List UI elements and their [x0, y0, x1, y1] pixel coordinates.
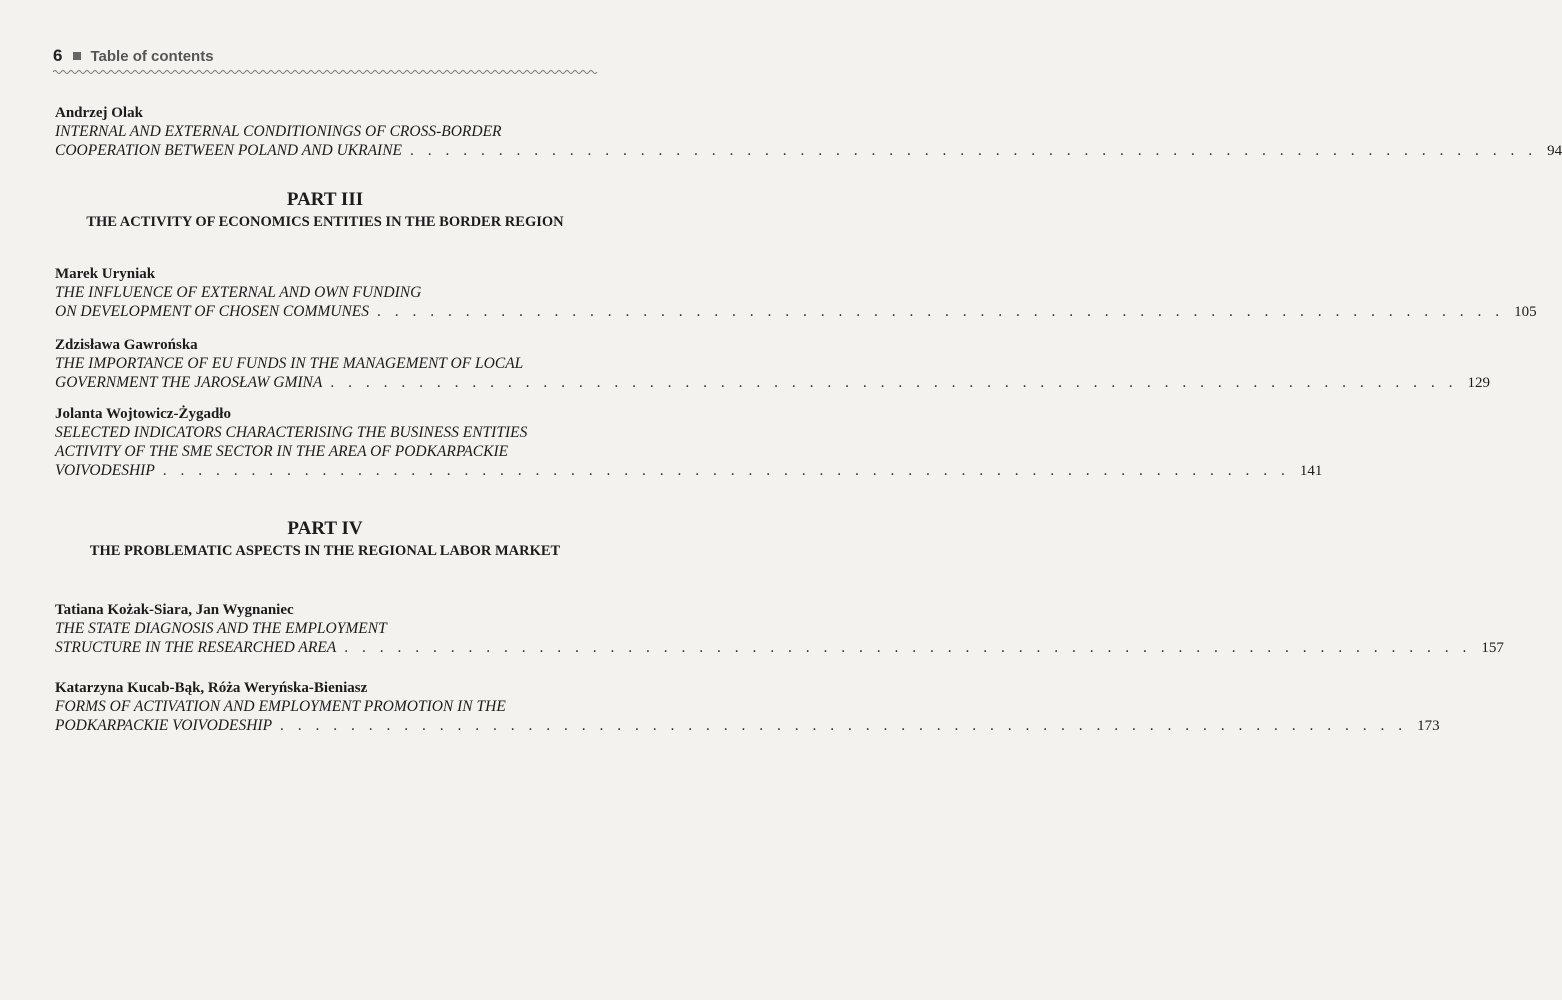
dot-leader: . . . . . . . . . . . . . . . . . . . . . . . . . . . . . . . . . . . . . . . . . . . . . . . . . . . . . . . . . . . . . . . . — [280, 717, 1408, 734]
entry-page-number: 94 — [1547, 143, 1562, 159]
toc-entry[interactable] — [55, 336, 1490, 393]
entry-author: Andrzej Olak — [55, 105, 143, 121]
entry-title-line: PODKARPACKIE VOIVODESHIP — [55, 717, 273, 734]
entry-page-number: 105 — [1514, 304, 1537, 320]
toc-entry[interactable] — [55, 265, 1537, 322]
entry-author: Jolanta Wojtowicz-Żygadło — [55, 406, 231, 422]
part-heading — [40, 189, 610, 231]
wavy-divider — [53, 68, 598, 76]
entry-title-line: COOPERATION BETWEEN POLAND AND UKRAINE — [55, 142, 403, 159]
entry-title-line: ACTIVITY OF THE SME SECTOR IN THE AREA OF PODKARPACKIE — [55, 443, 509, 460]
part-heading — [40, 518, 610, 560]
dot-leader: . . . . . . . . . . . . . . . . . . . . . . . . . . . . . . . . . . . . . . . . . . . . . . . . . . . . . . . . . . . . . . . . — [377, 303, 1505, 320]
dot-leader: . . . . . . . . . . . . . . . . . . . . . . . . . . . . . . . . . . . . . . . . . . . . . . . . . . . . . . . . . . . . . . . . — [330, 374, 1458, 391]
page-number: 6 — [53, 46, 63, 65]
part-title: PART III — [286, 189, 364, 210]
running-header-title: Table of contents — [90, 47, 214, 65]
dot-leader: . . . . . . . . . . . . . . . . . . . . . . . . . . . . . . . . . . . . . . . . . . . . . . . . . . . . . . . . . . . . . . . . — [410, 142, 1538, 159]
entry-title-last-line — [55, 302, 1537, 322]
entry-author: Marek Uryniak — [55, 266, 156, 282]
entry-title-last-line — [55, 638, 1504, 658]
entry-page-number: 173 — [1417, 718, 1440, 734]
entry-title-line: STRUCTURE IN THE RESEARCHED AREA — [55, 639, 337, 656]
part-subtitle: THE ACTIVITY OF ECONOMICS ENTITIES IN THE BORDER REGION — [86, 214, 564, 230]
entry-title-line: THE STATE DIAGNOSIS AND THE EMPLOYMENT — [55, 620, 387, 637]
square-bullet-icon — [73, 52, 81, 60]
entry-author: Zdzisława Gawrońska — [55, 337, 198, 353]
entry-title-line: VOIVODESHIP — [55, 462, 155, 479]
entry-title-line: INTERNAL AND EXTERNAL CONDITIONINGS OF CROSS-BORDER — [55, 123, 502, 140]
toc-entry[interactable] — [55, 104, 1562, 161]
entry-title-line: FORMS OF ACTIVATION AND EMPLOYMENT PROMOTION IN THE — [55, 698, 506, 715]
dot-leader: . . . . . . . . . . . . . . . . . . . . . . . . . . . . . . . . . . . . . . . . . . . . . . . . . . . . . . . . . . . . . . . . — [344, 639, 1472, 656]
entry-author: Tatiana Kożak-Siara, Jan Wygnaniec — [55, 602, 294, 618]
entry-title-line: GOVERNMENT THE JAROSŁAW GMINA — [55, 374, 323, 391]
entry-page-number: 157 — [1481, 640, 1504, 656]
entry-title-line: ON DEVELOPMENT OF CHOSEN COMMUNES — [55, 303, 370, 320]
entry-title-last-line — [55, 461, 1323, 481]
part-subtitle: THE PROBLEMATIC ASPECTS IN THE REGIONAL LABOR MARKET — [89, 543, 561, 559]
running-header — [53, 46, 214, 66]
entry-title-last-line — [55, 141, 1562, 161]
entry-title-line: SELECTED INDICATORS CHARACTERISING THE BUSINESS ENTITIES — [55, 424, 528, 441]
entry-author: Katarzyna Kucab-Bąk, Róża Weryńska-Bieniasz — [55, 680, 368, 696]
entry-title-line: THE INFLUENCE OF EXTERNAL AND OWN FUNDING — [55, 284, 422, 301]
entry-page-number: 141 — [1299, 463, 1323, 479]
part-title: PART IV — [287, 518, 363, 539]
entry-title-line: THE IMPORTANCE OF EU FUNDS IN THE MANAGEMENT OF LOCAL — [55, 355, 524, 372]
toc-entry[interactable] — [55, 679, 1440, 736]
dot-leader: . . . . . . . . . . . . . . . . . . . . . . . . . . . . . . . . . . . . . . . . . . . . . . . . . . . . . . . . . . . . . . . . — [162, 462, 1290, 479]
entry-title-last-line — [55, 716, 1440, 736]
entry-title-last-line — [55, 373, 1490, 393]
entry-page-number: 129 — [1467, 375, 1490, 391]
toc-entry[interactable] — [55, 405, 1323, 481]
toc-entry[interactable] — [55, 601, 1504, 658]
